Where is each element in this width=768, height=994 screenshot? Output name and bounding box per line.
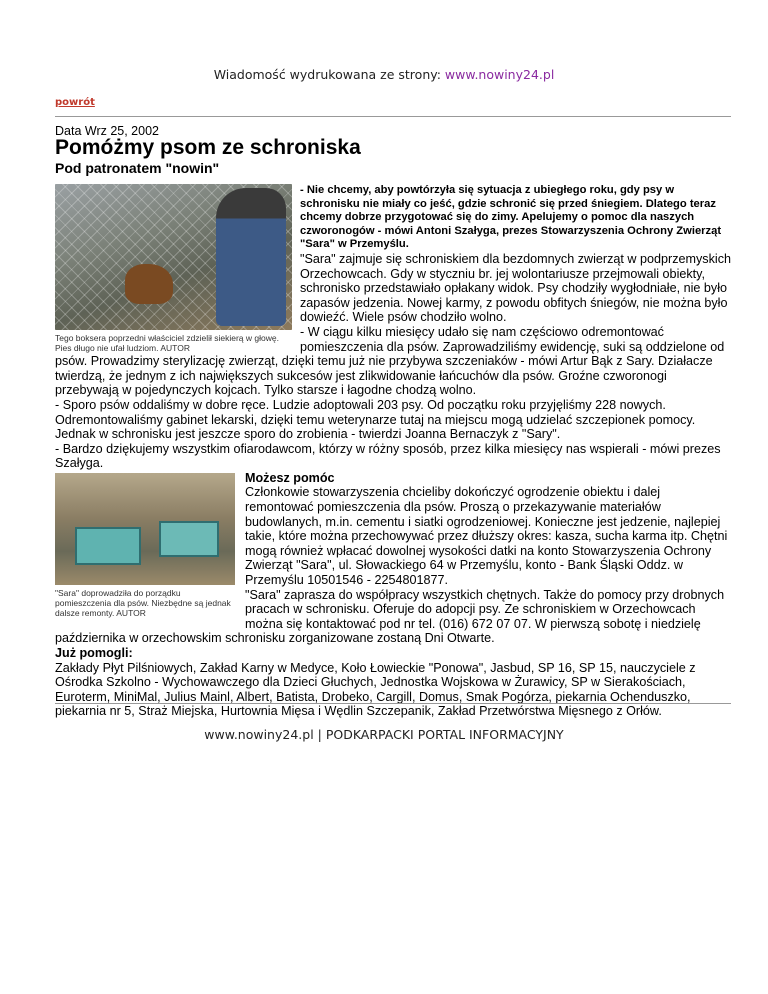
article-paragraph: - Sporo psów oddaliśmy w dobre ręce. Ludzie adoptowali 203 psy. Od początku roku przyjęliśmy 228 nowych. Odremontowaliśmy gabinet lekarski, dzięki temu weterynarze tutaj na miejscu mogą udzielać szczepionek pomocy. Jednak w schronisku jest jeszcze sporo do zrobienia - twierdzi Joanna Bernaczyk z "Sary". (55, 397, 696, 442)
article-date: Data Wrz 25, 2002 (55, 124, 159, 138)
article-paragraph: - Bardzo dziękujemy wszystkim ofiarodawcom, którzy w różny sposób, przez kilka miesięcy nas wspierali - mówi prezes Szałyga. (55, 441, 721, 471)
print-source-prefix: Wiadomość wydrukowana ze strony: (213, 67, 445, 82)
back-link[interactable]: powrót (55, 97, 95, 108)
print-source-note (0, 67, 768, 82)
article-paragraph: - W ciągu kilku miesięcy udało się nam częściowo odremontować pomieszczenia dla psów. Zaprowadziliśmy ewidencję, suki są oddzielone od psów. Prowadzimy sterylizację zwierząt, dzięki temu już nie przybywa szczeniaków - mówi Artur Bąk z Sary. Działacze twierdzą, że jednym z ich największych sukcesów jest zlikwidowanie łańcuchów dla psów. Groźne czworonogi przebywają w pojedynczych kojcach. Tylko starsze i łagodne chodzą wolno. (55, 324, 725, 398)
section-heading-already-helped: Już pomogli: (55, 646, 133, 660)
footer-divider (55, 703, 731, 704)
photo-kennels-figure (55, 473, 235, 618)
boxer-dog-photo (55, 184, 292, 330)
header-divider (55, 116, 731, 117)
donors-list: Zakłady Płyt Pilśniowych, Zakład Karny w Medyce, Koło Łowieckie "Ponowa", Jasbud, SP 16, SP 15, nauczyciele z Ośrodka Szkolno - Wychowawczego dla Dzieci Głuchych, Jednostka Wojskowa w Żurawicy, SP w Sierakościach, Euroterm, MiniMal, Julius Mainl, Albert, Batista, Drobeko, Cargill, Domus, Smak Pogórza, piekarnia Ochenduszko, piekarnia nr 5, Straż Miejska, Hurtownia Mięsa i Wędlin Szczepanik, Zakład Przetwórstwa Mięsnego z Orłów. (55, 660, 696, 719)
article-body (55, 184, 731, 719)
kennels-photo (55, 473, 235, 585)
article-paragraph: Członkowie stowarzyszenia chcieliby dokończyć ogrodzenie obiektu i dalej remontować pomieszczenia dla psów. Proszą o przekazywanie materiałów budowlanych, m.in. cementu i siatki ogrodzeniowej. Konieczne jest jedzenie, najlepiej takie, które można przechowywać przez dłuższy okres: kasza, sucha karma itp. Chętni mogą również wpłacać dowolnej wysokości datki na konto Stowarzyszenia Ochrony Zwierząt "Sara", ul. Słowackiego 64 w Przemyślu, konto - Bank Śląski Oddz. w Przemyślu 10501546 - 2254801877. (245, 485, 728, 588)
photo-boxer-caption: Tego boksera poprzedni właściciel zdzielił siekierą w głowę. Pies długo nie ufał ludziom. AUTOR (55, 333, 279, 353)
article-lead: - Nie chcemy, aby powtórzyła się sytuacja z ubiegłego roku, gdy psy w schronisku nie miały co jeść, gdzie schronić się przed śniegiem. Dlatego teraz chcemy dobrze przygotować się do zimy. Apelujemy o pomoc dla naszych czworonogów - mówi Antoni Szałyga, prezes Stowarzyszenia Ochrony Zwierząt "Sara" w Przemyślu. (300, 184, 722, 251)
article-paragraph: "Sara" zaprasza do współpracy wszystkich chętnych. Także do pomocy przy drobnych pracach w schronisku. Oferuje do adopcji psy. Ze schroniskiem w Orzechowcach można się kontaktować pod nr tel. (016) 672 07 07. W pierwszą sobotę i niedzielę października w orzechowskim schronisku zorganizowane zostaną Dni Otwarte. (55, 587, 725, 646)
section-heading-how-to-help: Możesz pomóc (245, 470, 335, 485)
article-subtitle: Pod patronatem "nowin" (55, 160, 220, 176)
photo-boxer-figure (55, 184, 292, 353)
source-site-link[interactable]: www.nowiny24.pl (444, 67, 555, 82)
photo-kennels-caption: "Sara" doprowadziła do porządku pomieszczenia dla psów. Niezbędne są jednak dalsze remonty. AUTOR (55, 587, 231, 618)
footer-text: www.nowiny24.pl | PODKARPACKI PORTAL INFORMACYJNY (204, 727, 564, 742)
article-paragraph: "Sara" zajmuje się schroniskiem dla bezdomnych zwierząt w podprzemyskich Orzechowcach. Gdy w styczniu br. jej wolontariusze przejmowali obiekty, schronisko przedstawiało opłakany widok. Psy chodziły wygłodniałe, nie było zapasów jedzenia. Nowej karmy, z powodu obfitych śniegów, nie można było dowieźć. Wiele psów chodziło wolno. (300, 251, 731, 325)
article-title: Pomóżmy psom ze schroniska (55, 136, 361, 159)
